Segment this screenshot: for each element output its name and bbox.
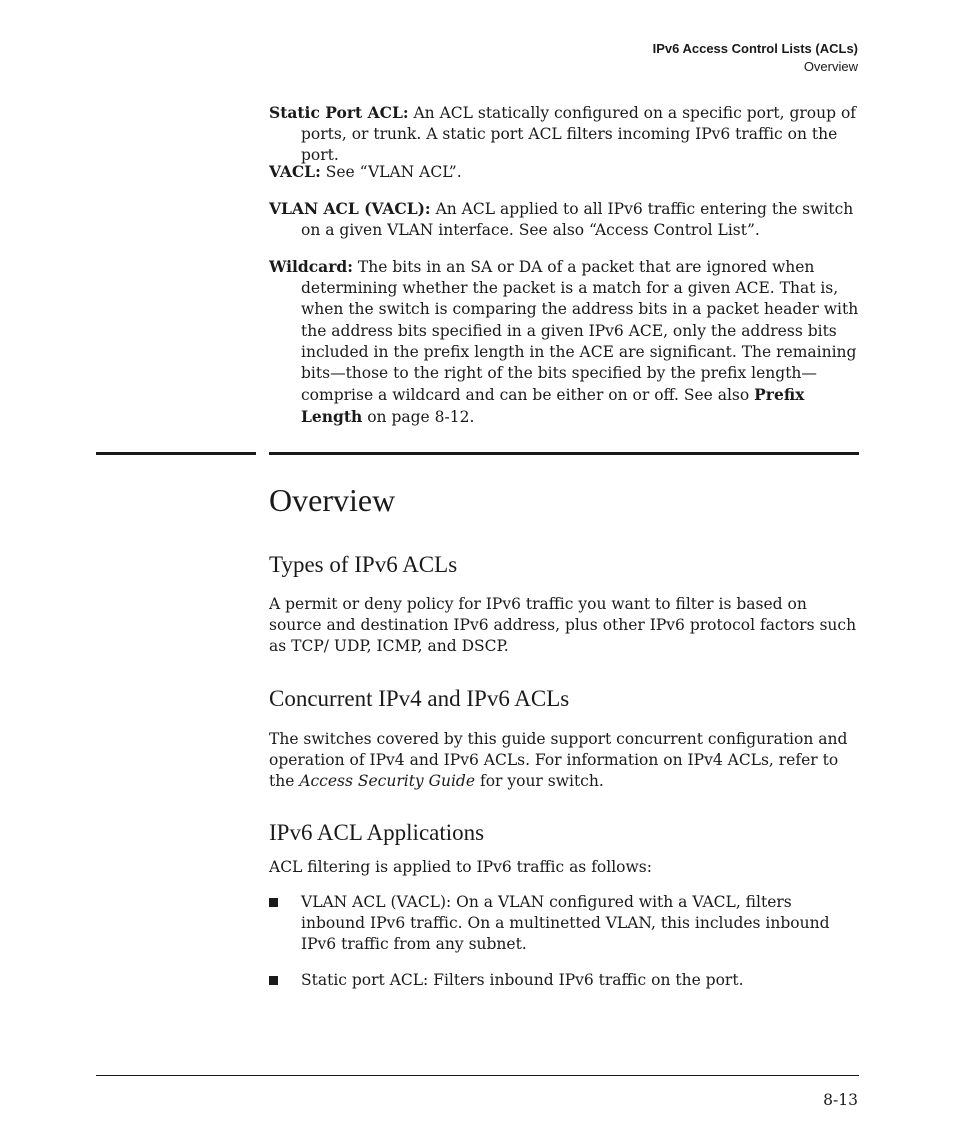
list-item [269,892,859,956]
definition-text: The bits in an SA or DA of a packet that are ignored when determining whether the packet is a match for a given ACE. That is, when the switch is comparing the address bits in a packet header with the address bits specified in a given IPv6 ACE, only the address bits included in the prefix length in the ACE are significant. The remaining bits—those to the right of the bits specified by the prefix length—comprise a wildcard and can be either on or off. See also [301,258,859,405]
heading-concurrent-acls: Concurrent IPv4 and IPv6 ACLs [269,686,570,711]
running-header-subtitle: Overview [803,59,858,74]
heading-types-of-ipv6-acls: Types of IPv6 ACLs [269,552,458,577]
page-title: Overview [269,482,396,518]
paragraph-concurrent-text: The switches covered by this guide support concurrent configuration and operation of IPv4 and IPv6 ACLs. For information on IPv4 ACLs, refer to the [269,730,848,791]
definition-term: VACL: [269,162,321,181]
paragraph-concurrent [269,729,859,793]
definition-cross-reference: Prefix Length [301,385,805,427]
bullet-square-icon [269,898,278,907]
section-rule-left [96,452,256,455]
definition-text: An ACL applied to all IPv6 traffic entering the switch on a given VLAN interface. See also “Access Control List”. [301,200,854,240]
running-header-title: IPv6 Access Control Lists (ACLs) [652,41,858,56]
bullet-square-icon [269,976,278,985]
definition-term: VLAN ACL (VACL): [269,199,431,218]
heading-ipv6-acl-applications: IPv6 ACL Applications [269,820,485,845]
list-item-text: VLAN ACL (VACL): On a VLAN configured with a VACL, filters inbound IPv6 traffic. On a multinetted VLAN, this includes inbound IPv6 traffic from any subnet. [301,893,830,954]
definition-text: See “VLAN ACL”. [320,163,462,181]
definition-vacl [269,161,859,183]
list-item [269,970,859,991]
list-item-text: Static port ACL: Filters inbound IPv6 traffic on the port. [301,971,744,989]
definition-term: Static Port ACL: [269,103,409,122]
section-rule-right [269,452,859,455]
definition-wildcard [269,256,859,429]
definition-term: Wildcard: [269,257,353,276]
page-number: 8-13 [823,1091,858,1109]
guide-title-reference: Access Security Guide [299,772,476,791]
definition-vlan-acl [269,198,859,241]
definition-text-tail: on page 8-12. [362,408,475,427]
paragraph-types: A permit or deny policy for IPv6 traffic you want to filter is based on source and destination IPv6 address, plus other IPv6 protocol factors such as TCP/ UDP, ICMP, and DSCP. [269,595,857,656]
definition-static-port-acl [269,102,859,167]
paragraph-applications-intro: ACL filtering is applied to IPv6 traffic as follows: [269,858,652,876]
footer-rule [96,1075,859,1076]
definition-text: An ACL statically configured on a specific port, group of ports, or trunk. A static port ACL filters incoming IPv6 traffic on the port. [301,104,857,165]
paragraph-concurrent-tail: for your switch. [475,772,604,791]
